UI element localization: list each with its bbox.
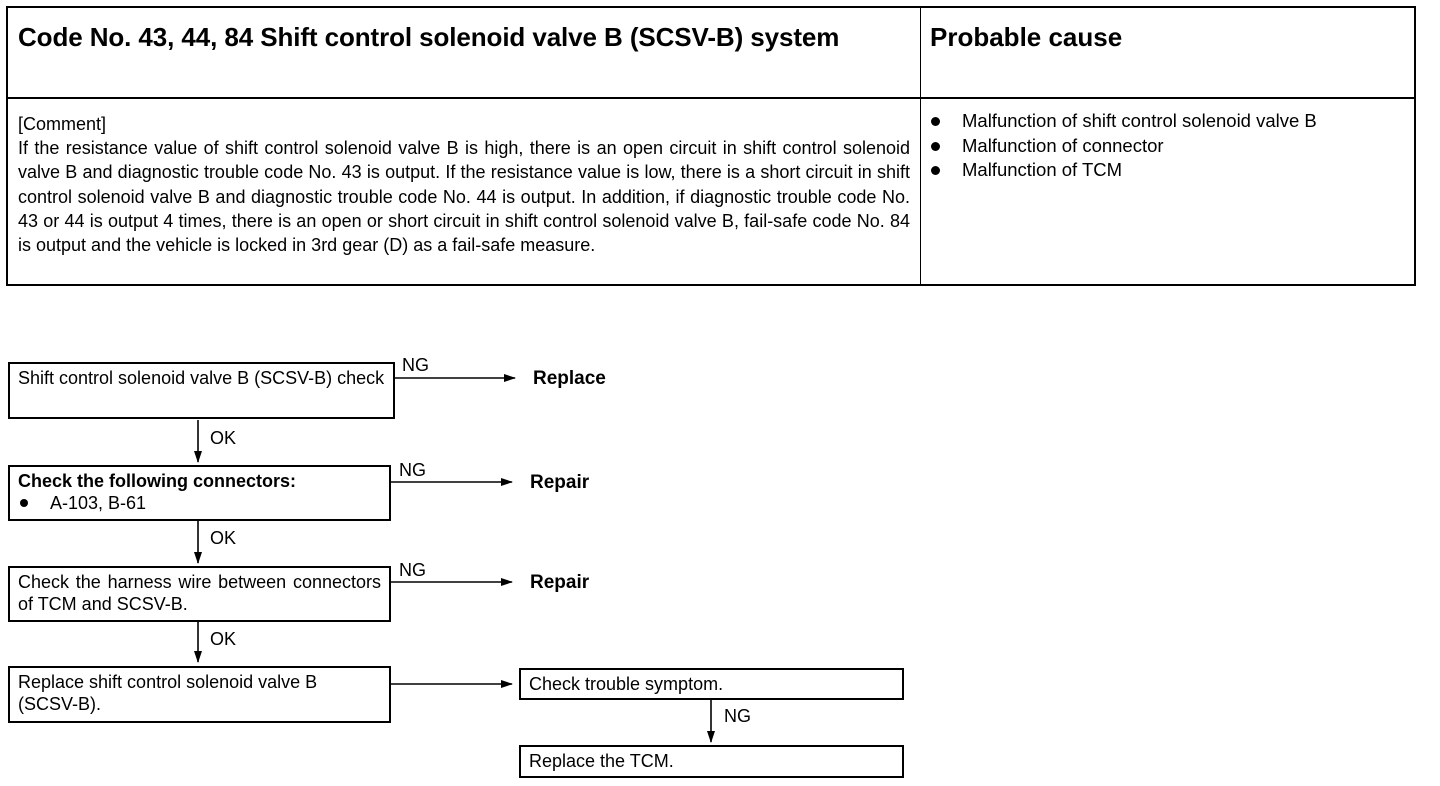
ng-label-1: NG: [402, 355, 429, 375]
step-check-trouble-symptom: Check trouble symptom.: [519, 668, 904, 700]
connector-check-title: Check the following connectors:: [18, 471, 297, 491]
ng-label-4: NG: [724, 706, 751, 726]
comment-text: If the resistance value of shift control solenoid valve B is high, there is an open circuit in shift control solenoid valve B and diagnostic trouble code No. 43 is output. If the resistance value is low, there is a short circuit in shift control solenoid valve B and diagnostic trouble code No. 44 is output. In addition, if diagnostic trouble code No. 43 or 44 is output 4 times, there is an open or short circuit in shift control solenoid valve B, fail-safe code No. 84 is output and the vehicle is locked in 3rd gear (D) as a fail-safe measure.: [18, 138, 910, 256]
list-item: Malfunction of connector: [926, 134, 1406, 159]
ng-label-2: NG: [399, 460, 426, 480]
connector-list-item: A-103, B-61: [18, 492, 381, 514]
list-item: Malfunction of TCM: [926, 158, 1406, 183]
step-replace-tcm: Replace the TCM.: [519, 745, 904, 778]
step-replace-scsv-b: Replace shift control solenoid valve B (SCSV-B).: [8, 666, 391, 723]
bullet-icon: [20, 499, 28, 507]
step-check-harness: Check the harness wire between connectors of TCM and SCSV-B.: [8, 566, 391, 622]
probable-cause-header: Probable cause: [930, 22, 1123, 52]
result-repair-harness: Repair: [530, 572, 590, 593]
step-check-connectors: [8, 465, 391, 521]
ok-label-2: OK: [210, 528, 237, 548]
step-scsv-b-check: Shift control solenoid valve B (SCSV-B) check: [8, 362, 395, 419]
comment-label: [Comment]: [18, 114, 107, 134]
ok-label-1: OK: [210, 428, 237, 448]
list-item: Malfunction of shift control solenoid valve B: [926, 109, 1406, 134]
code-title: Code No. 43, 44, 84 Shift control solenoid valve B (SCSV-B) system: [18, 22, 840, 52]
result-repair-connectors: Repair: [530, 472, 590, 493]
ok-label-3: OK: [210, 629, 237, 649]
ng-label-3: NG: [399, 560, 426, 580]
result-replace: Replace: [533, 368, 606, 389]
